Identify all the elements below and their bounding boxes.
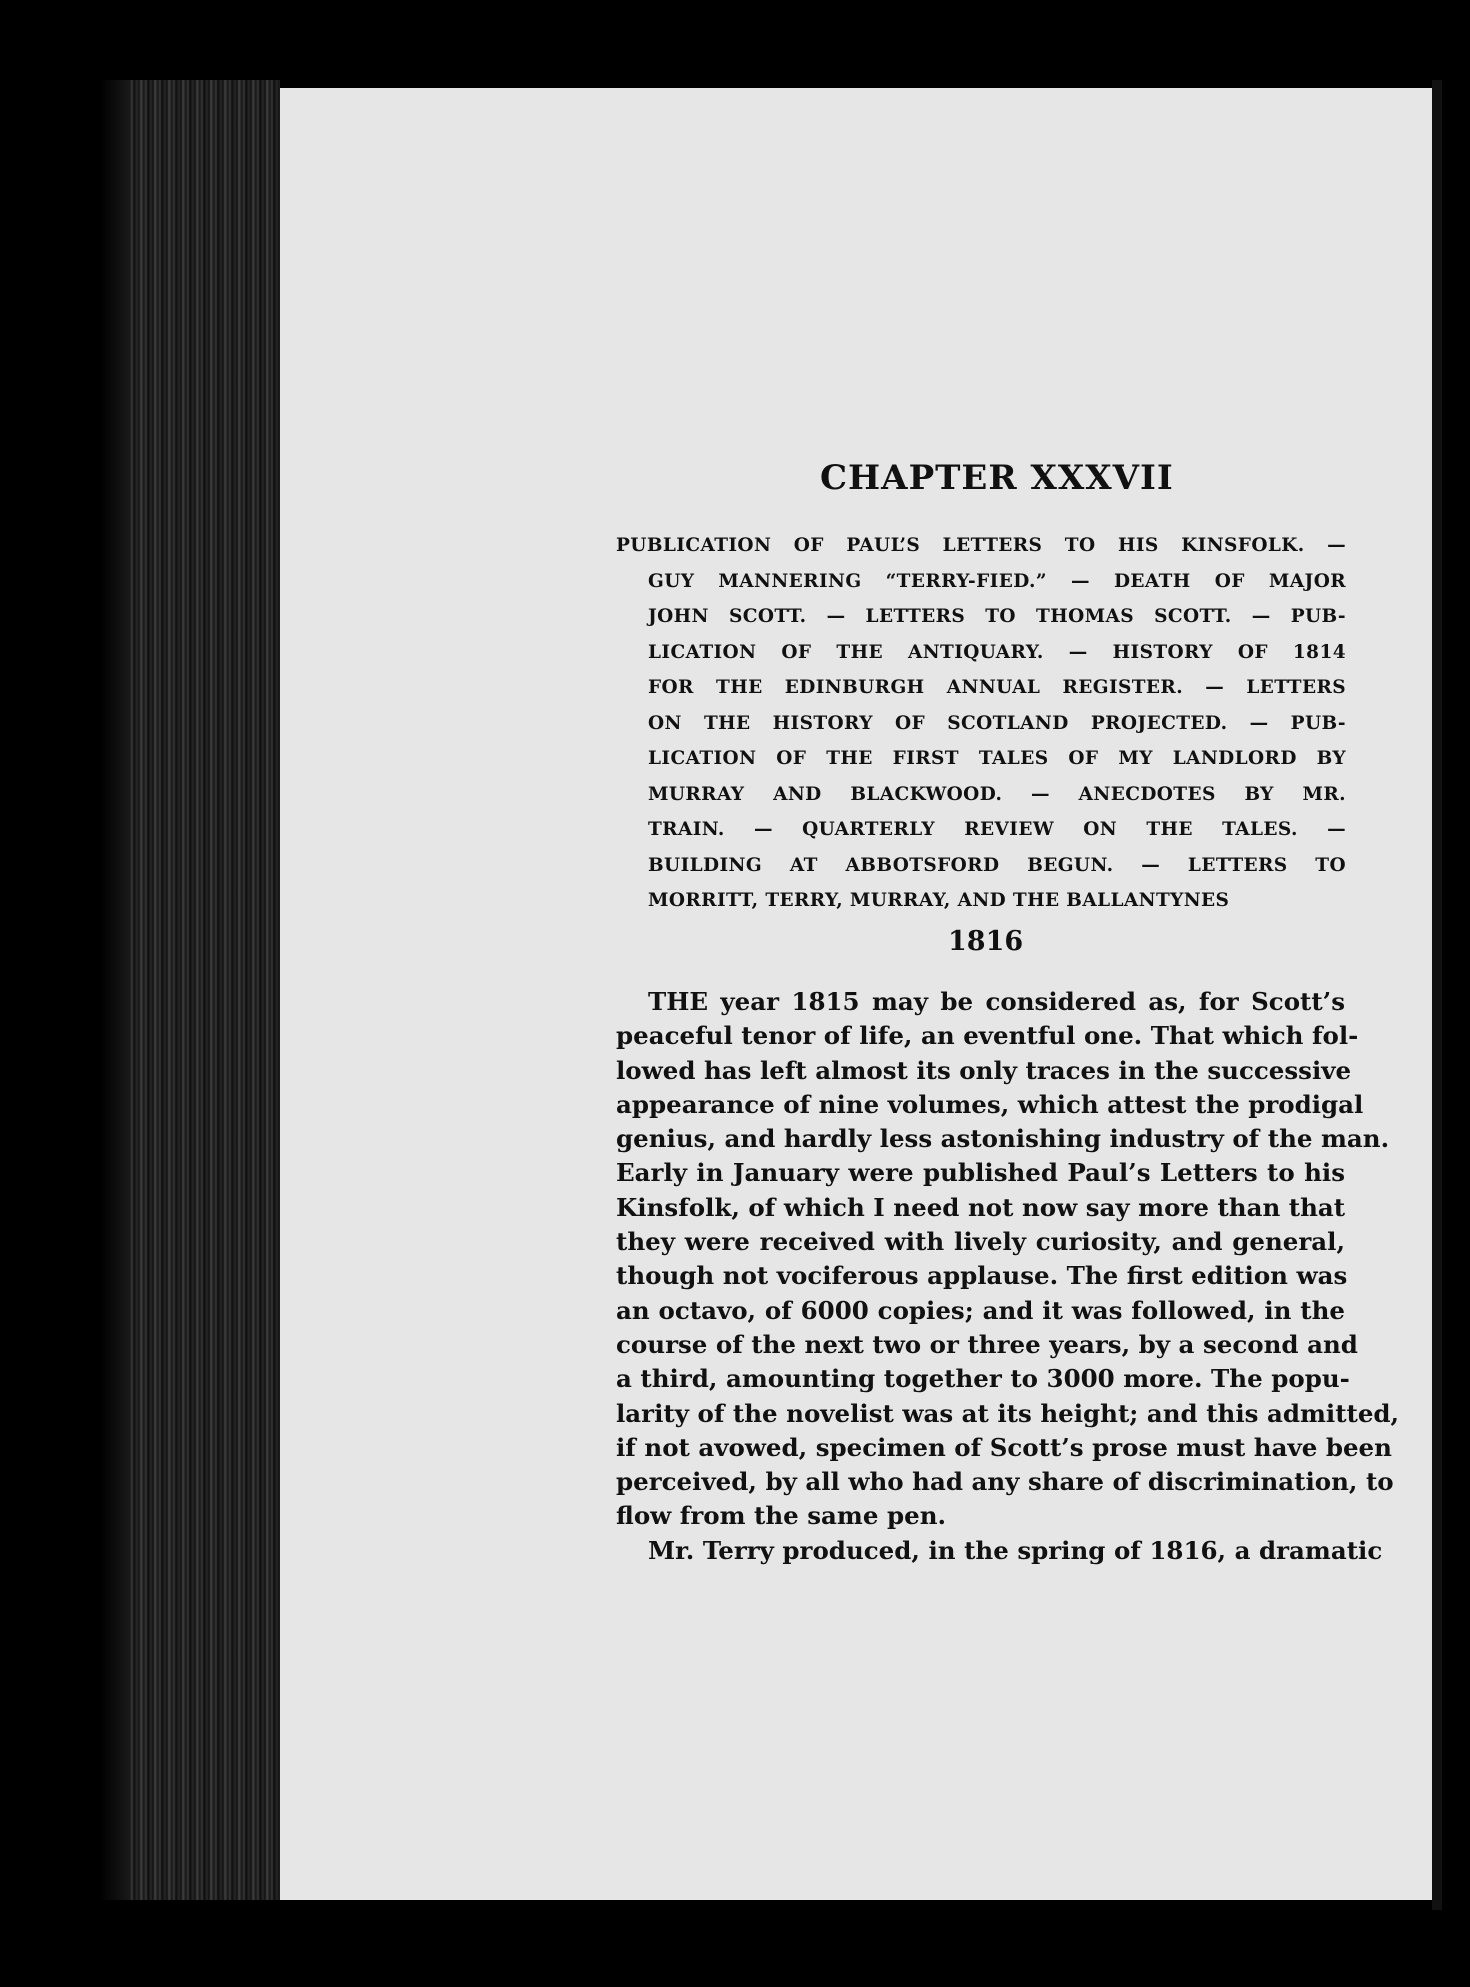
body-line: perceived, by all who had any share of discrimination, to [616,1467,1394,1497]
body-line: lowed has left almost its only traces in the successive [616,1055,1352,1085]
body-line: Mr. Terry produced, in the spring of 1816, a dramatic [648,1535,1383,1565]
body-line: Kinsfolk, of which I need not now say more than that [616,1192,1346,1222]
summary-line: ON THE HISTORY OF SCOTLAND PROJECTED. — PUB- [648,712,1346,734]
body-line: though not vociferous applause. The first edition was [616,1261,1348,1291]
body-line: a third, amounting together to 3000 more. The popu- [616,1364,1350,1394]
summary-line: FOR THE EDINBURGH ANNUAL REGISTER. — LETTERS [648,677,1346,698]
body-line: course of the next two or three years, by a second and [616,1329,1358,1359]
summary-line: TRAIN. — QUARTERLY REVIEW ON THE TALES. — [648,819,1346,840]
chapter-title: CHAPTER XXXVII [820,458,1174,498]
body-text [616,985,1400,1568]
summary-line: LICATION OF THE FIRST TALES OF MY LANDLORD BY [648,748,1346,769]
chapter-summary [616,528,1346,919]
body-line: peaceful tenor of life, an eventful one. That which fol- [616,1021,1359,1051]
summary-line: PUBLICATION OF PAUL’S LETTERS TO HIS KINSFOLK. — [616,535,1346,556]
summary-line: MORRITT, TERRY, MURRAY, AND THE BALLANTYNES [648,890,1230,911]
body-line: flow from the same pen. [616,1501,947,1531]
summary-line: MURRAY AND BLACKWOOD. — ANECDOTES BY MR. [648,783,1346,805]
body-line: THE year 1815 may be considered as, for Scott’s [648,987,1345,1016]
summary-line: LICATION OF THE ANTIQUARY. — HISTORY OF 1814 [648,641,1346,663]
year-heading: 1816 [948,926,1024,957]
summary-line: BUILDING AT ABBOTSFORD BEGUN. — LETTERS TO [648,854,1346,876]
body-line: Early in January were published Paul’s Letters to his [616,1158,1345,1188]
book-page-edges [130,80,280,1900]
body-line: larity of the novelist was at its height; and this admitted, [616,1398,1400,1428]
body-line: they were received with lively curiosity, and general, [616,1227,1345,1257]
body-line: if not avowed, specimen of Scott’s prose must have been [616,1432,1392,1462]
summary-line: GUY MANNERING “TERRY-FIED.” — DEATH OF MAJOR [648,570,1346,592]
body-line: appearance of nine volumes, which attest the prodigal [616,1089,1364,1119]
right-binding-edge [1432,80,1442,1910]
body-line: genius, and hardly less astonishing industry of the man. [616,1124,1390,1154]
summary-line: JOHN SCOTT. — LETTERS TO THOMAS SCOTT. — PUB- [648,606,1346,627]
body-line: an octavo, of 6000 copies; and it was followed, in the [616,1295,1345,1325]
